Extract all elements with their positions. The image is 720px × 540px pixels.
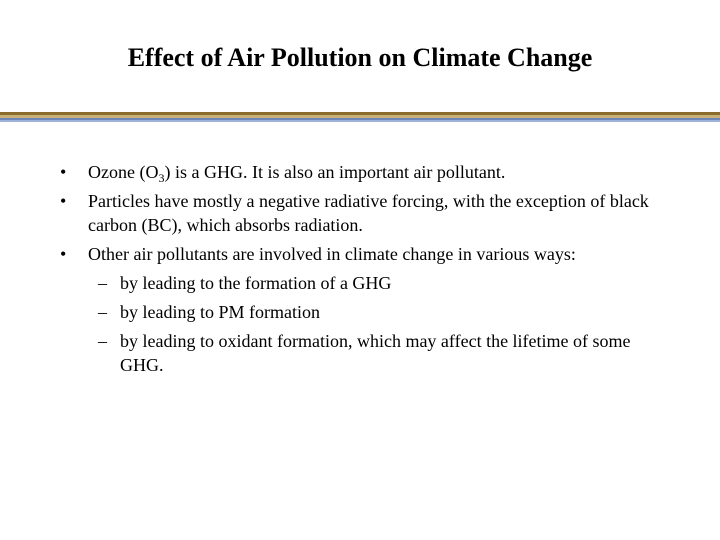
sub-bullet-marker: –: [98, 331, 107, 351]
divider-band-light-blue: [0, 120, 720, 122]
bullet-text-ozone-pre: Ozone (O: [88, 162, 159, 182]
title-divider: [0, 112, 720, 124]
sub-bullet-marker: –: [98, 273, 107, 293]
sub-bullet-item: [88, 329, 660, 377]
sub-bullet-item: [88, 271, 660, 295]
ozone-subscript: 3: [158, 171, 165, 185]
bullet-marker: •: [60, 162, 67, 182]
bullet-text-other-pollutants: Other air pollutants are involved in climate change in various ways:: [88, 244, 576, 264]
sub-bullet-list: [88, 271, 660, 377]
bullet-list: [60, 160, 660, 377]
bullet-text-ozone-post: ) is a GHG. It is also an important air pollutant.: [164, 162, 506, 182]
bullet-marker: •: [60, 244, 67, 264]
sub-bullet-marker: –: [98, 302, 107, 322]
bullet-item-particles: [60, 189, 660, 237]
sub-bullet-text: by leading to the formation of a GHG: [120, 273, 392, 293]
sub-bullet-text: by leading to oxidant formation, which may affect the lifetime of some GHG.: [120, 331, 631, 375]
slide-title: Effect of Air Pollution on Climate Change: [127, 43, 593, 72]
bullet-item-other-pollutants: [60, 242, 660, 266]
sub-bullet-text: by leading to PM formation: [120, 302, 320, 322]
bullet-text-particles: Particles have mostly a negative radiative forcing, with the exception of black carbon (BC), which absorbs radiation.: [88, 191, 649, 235]
bullet-marker: •: [60, 191, 67, 211]
sub-bullet-item: [88, 300, 660, 324]
bullet-item-ozone: [60, 160, 660, 184]
